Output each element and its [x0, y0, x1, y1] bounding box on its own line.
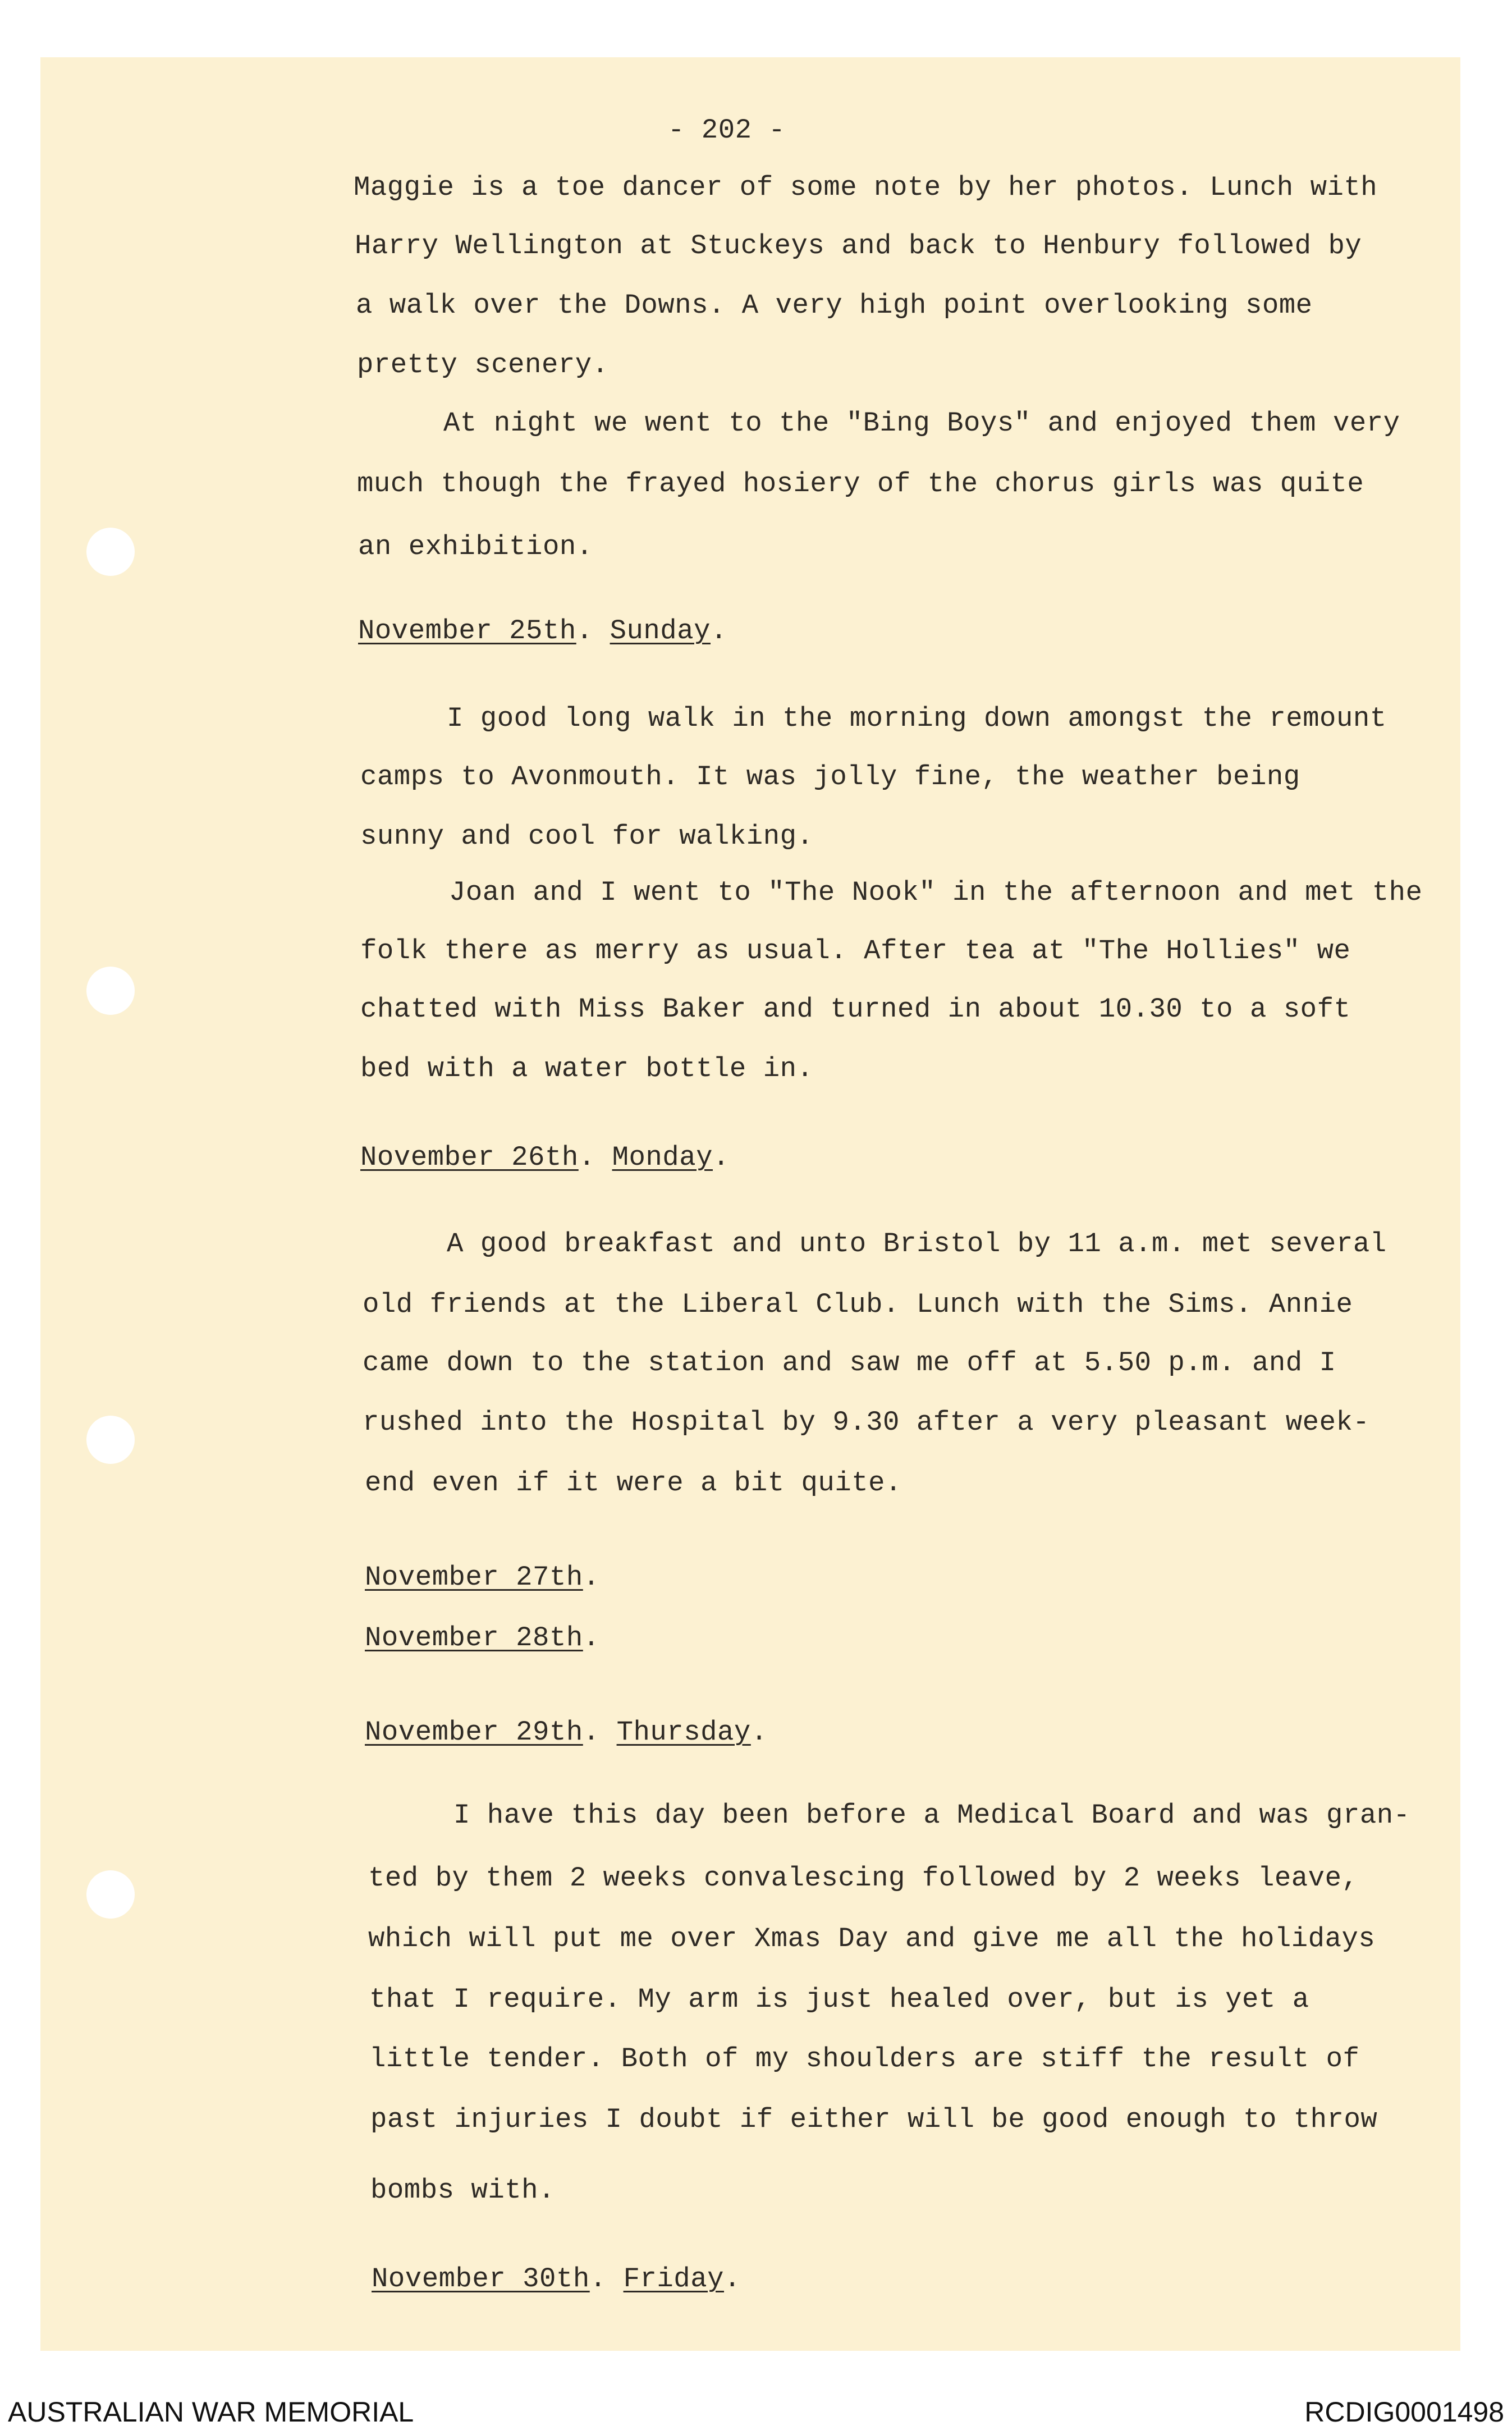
page-number: - 202 -: [668, 115, 786, 146]
heading-separator: .: [583, 1717, 617, 1748]
text-line: sunny and cool for walking.: [360, 821, 814, 852]
heading-separator: .: [576, 615, 610, 647]
text-line: I have this day been before a Medical Board and was gran-: [453, 1800, 1410, 1831]
entry-heading: [372, 2263, 741, 2295]
text-line: bombs with.: [370, 2175, 555, 2206]
heading-separator: .: [578, 1142, 612, 1173]
entry-date: November 25th: [358, 615, 576, 647]
text-line: Maggie is a toe dancer of some note by her photos. Lunch with: [354, 172, 1378, 203]
text-line: Joan and I went to "The Nook" in the afternoon and met the: [449, 877, 1423, 908]
heading-period: .: [724, 2263, 741, 2295]
footer-id: RCDIG0001498: [1304, 2396, 1504, 2428]
entry-heading: [358, 615, 727, 647]
entry-day: Monday: [612, 1142, 713, 1173]
text-line: that I require. My arm is just healed over, but is yet a: [369, 1984, 1309, 2015]
punch-hole-2: [86, 967, 135, 1015]
text-line: a walk over the Downs. A very high point overlooking some: [356, 290, 1313, 321]
text-line: ted by them 2 weeks convalescing followed by 2 weeks leave,: [368, 1862, 1359, 1894]
entry-heading: [360, 1142, 730, 1173]
punch-hole-3: [86, 1416, 135, 1464]
entry-date: November 28th: [365, 1622, 583, 1654]
entry-date: November 27th: [365, 1562, 583, 1593]
text-line: end even if it were a bit quite.: [365, 1467, 902, 1499]
text-line: folk there as merry as usual. After tea at "The Hollies" we: [360, 935, 1351, 967]
text-line: came down to the station and saw me off at 5.50 p.m. and I: [363, 1347, 1336, 1379]
punch-hole-1: [86, 528, 135, 576]
text-line: past injuries I doubt if either will be good enough to throw: [370, 2104, 1378, 2135]
entry-day: Sunday: [610, 615, 711, 647]
text-line: rushed into the Hospital by 9.30 after a very pleasant week-: [363, 1407, 1370, 1438]
text-line: camps to Avonmouth. It was jolly fine, the weather being: [360, 761, 1300, 793]
footer-source: AUSTRALIAN WAR MEMORIAL: [8, 2396, 414, 2428]
entry-day: Thursday: [616, 1717, 751, 1748]
heading-separator: .: [589, 2263, 624, 2295]
entry-heading: [365, 1622, 600, 1654]
text-line: old friends at the Liberal Club. Lunch with the Sims. Annie: [363, 1289, 1353, 1320]
heading-period: .: [713, 1142, 730, 1173]
text-line: I good long walk in the morning down amongst the remount: [447, 703, 1387, 734]
text-line: Harry Wellington at Stuckeys and back to Henbury followed by: [355, 230, 1362, 262]
text-line: bed with a water bottle in.: [360, 1053, 814, 1084]
entry-date: November 30th: [372, 2263, 590, 2295]
text-line: much though the frayed hosiery of the chorus girls was quite: [357, 468, 1364, 500]
text-line: little tender. Both of my shoulders are stiff the result of: [369, 2043, 1360, 2075]
punch-hole-4: [86, 1870, 135, 1919]
entry-heading: [365, 1562, 600, 1593]
entry-date: November 26th: [360, 1142, 579, 1173]
heading-period: .: [711, 615, 727, 647]
text-line: an exhibition.: [358, 531, 593, 562]
entry-date: November 29th: [365, 1717, 583, 1748]
heading-period: .: [583, 1562, 600, 1593]
text-line: chatted with Miss Baker and turned in about 10.30 to a soft: [360, 994, 1351, 1025]
heading-period: .: [583, 1622, 600, 1654]
text-line: At night we went to the "Bing Boys" and enjoyed them very: [443, 408, 1400, 439]
heading-period: .: [750, 1717, 768, 1748]
entry-heading: [365, 1717, 768, 1748]
entry-day: Friday: [623, 2263, 725, 2295]
text-line: A good breakfast and unto Bristol by 11 a.m. met several: [447, 1228, 1387, 1260]
text-line: which will put me over Xmas Day and give me all the holidays: [368, 1923, 1376, 1955]
text-line: pretty scenery.: [357, 349, 609, 381]
